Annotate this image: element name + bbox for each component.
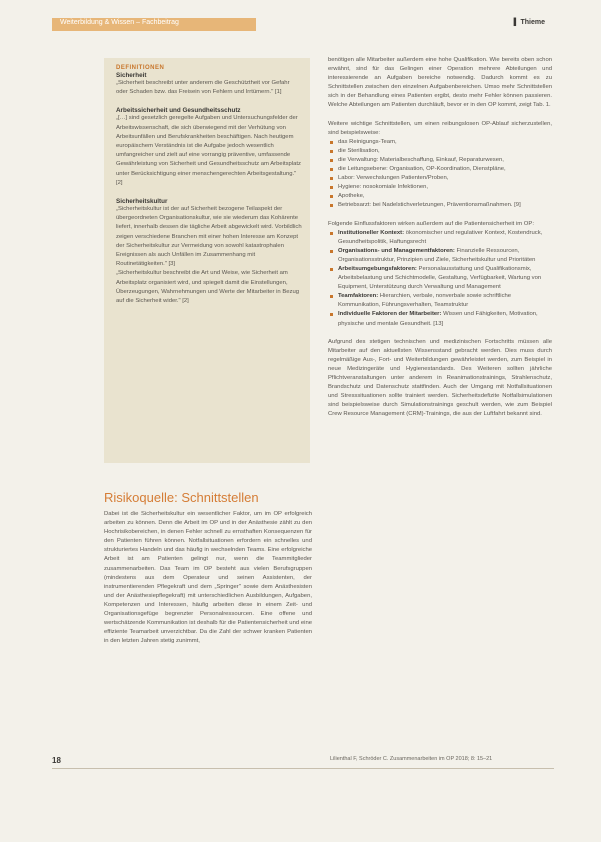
factor-text: Hierarchien, verbale, nonverbale sowie schriftliche Kommunikation, Führungsverhalten, Teamstruktur [338,293,512,309]
list-item: das Reinigungs-Team, [328,138,552,147]
factor-text: Wissen und Fähigkeiten, Motivation, physische und mentale Gesundheit. [13] [338,311,538,327]
list-item: Betriebsarzt: bei Nadelstichverletzungen, Präventionsmaßnahmen. [9] [328,201,552,210]
list-item: Labor: Verwechslungen Patienten/Proben, [328,174,552,183]
paragraph: Folgende Einflussfaktoren wirken außerdem auf die Patientensicherheit im OP: [328,220,534,227]
paragraph: Aufgrund des stetigen technischen und medizinischen Fortschritts müssen alle Mitarbeiter auf den aktuellsten Wissensstand gebracht werden. Dies muss durch regelmäßige Aus-, Fort- und Weiterbildungen gewährleistet werden, zum Beispiel in neue Medizingeräte und Hygienestandards. Des Weiteren sollten jährliche Pflichtveranstaltungen unter anderem in Reanimationstrainings, Strahlenschutz, Brandschutz und Datenschutz stattfinden. Auch der Umgang mit Notfallsituationen und Stresssituationen sollte trainiert werden. Sicherheitsdefizite Notfallsimulationen sind beispielsweise durch Simulationstrainings geschult werden, wie zum Beispiel Crew Resource Management (CRM)-Trainings, die aus der Luftfahrt bekannt sind. [328,338,552,418]
factor-label: Teamfaktoren: [338,293,379,300]
list-item [328,247,552,265]
definition-heading: Sicherheit [116,72,147,79]
interfaces-list [328,138,552,211]
list-item: die Sterilisation, [328,147,552,156]
page-number: 18 [52,756,61,765]
definition-text: „Sicherheitskultur beschreibt die Art und Weise, wie Sicherheit am Arbeitsplatz organisiert wird, und spiegelt damit die Einstellungen, Überzeugungen, Wahrnehmungen und Werte der Mitarbeiter in Bezug auf die Sicherheit wider." [2] [116,270,300,305]
paragraph: benötigen alle Mitarbeiter außerdem eine hohe Qualifikation. Wie bereits oben schon erwähnt, sind für das Gelingen einer Operation mehrere Abteilungen und interessierende an Aufgaben bereiche notwendig. Dadurch kommt es zu Schnittstellen zwischen den einzelnen Aufgabenbereichen. Umso mehr Schnittstellen sich in der Behandlung eines Patienten ergibt, desto mehr Fehler können passieren. Welche Abteilungen am Patienten durchläuft, bevor er in den OP kommt, zeigt Tab. 1. [328,57,552,109]
list-item: die Leitungsebene: Organisation, OP-Koordination, Dienstpläne, [328,165,552,174]
publisher-mark-icon: ▌ [513,19,519,26]
definition-text: „Sicherheitskultur ist der auf Sicherheit bezogene Teilaspekt der übergeordneten Organisationskultur, wie sie wiederum das Kohärente liefert, innerhalb dessen die tägliche Arbeit abgewickelt wird. Vorbildlich zeigen verschiedene Branchen mit einer hohen Interesse am Konzept der Sicherheitskultur zur Vermeidung von sowohl katastrophalen Ereignissen als auch Unfällen im Zusammenhang mit Routinetätigkeiten." [3] [116,206,302,268]
publisher-logo [514,19,545,26]
definition-text: „[…] sind gesetzlich geregelte Aufgaben und Untersuchungsfelder der Arbeitswissenschaft, die sich überwiegend mit der Verhütung von Arbeitsunfällen und Berufskrankheiten beschäftigen. Nach heutigem europäischem Verständnis ist die Aufgabe jedoch wesentlich umfangreicher und zielt auf eine vorrangig präventive, umfassende Gewährleistung von Sicherheit und Gesundheitsschutz am Arbeitsplatz unter Berücksichtigung einer menschengerechten Arbeitsgestaltung." [2] [116,115,302,186]
factor-label: Arbeitsumgebungsfaktoren: [338,265,417,272]
body-text-right [328,56,552,419]
footer-citation: Lilienthal F, Schröder C. Zusammenarbeiten im OP 2018; 8: 15–21 [330,756,493,762]
list-item: Hygiene: nosokomiale Infektionen, [328,183,552,192]
header-bar [52,18,256,31]
definition-heading: Arbeitssicherheit und Gesundheitsschutz [116,107,241,115]
publisher-label: Thieme [520,19,545,26]
section-title: Risikoquelle: Schnittstellen [104,490,259,505]
factors-list [328,229,552,329]
factor-label: Institutioneller Kontext: [338,229,405,236]
header-left-label: Weiterbildung & Wissen – Fachbeitrag [60,19,179,26]
list-item: die Verwaltung: Materialbeschaffung, Einkauf, Reparaturwesen, [328,156,552,165]
factor-label: Individuelle Faktoren der Mitarbeiter: [338,311,442,318]
definition-text: „Sicherheit beschreibt unter anderem die Geschütztheit vor Gefahr oder Schaden bzw. das Freisein von Fehlern und Irrtümern." [1] [116,80,290,96]
body-text-left: Dabei ist die Sicherheitskultur ein wesentlicher Faktor, um im OP erfolgreich arbeiten zu können. Denn die Arbeit im OP und in der Anästhesie zählt zu den Hochrisikobereichen, in denen Fehler schnell zu ernsthaften Konsequenzen für den Patienten führen können. Notfallsituationen erfordern ein schnelles und strukturiertes Handeln und das häufig in wechselnden Teams. Eine erfolgreiche Arbeit ist am Patienten gelingt nur, wenn die Teammitglieder zusammenarbeiten. Das Team im OP besteht aus vielen Berufsgruppen (mindestens aus dem Operateur und seinen Assistenten, der instrumentierenden Pflegekraft und dem „Springer" sowie dem Anästhesisten und der Anästhesiepflegekraft) mit unterschiedlichen Ausbildungen, Aufgaben, Kompetenzen und Interessen, häufig arbeiten diese in einem Zeit- und Organisationsgefüge begrenzter Personalressourcen. Eine offene und wertschätzende Kommunikation ist deshalb für die Patientensicherheit und eine effiziente Teamarbeit unverzichtbar. Da die Zahl der schwer kranken Patienten in den letzten Jahren stetig zunimmt, [104,511,312,645]
definition-heading: Sicherheitskultur [116,198,168,206]
definitions-tag: DEFINITIONEN [116,65,165,71]
paragraph: Weitere wichtige Schnittstellen, um einen reibungslosen OP-Ablauf sicherzustellen, sind beispielsweise: [328,120,552,136]
footer-divider [52,768,554,769]
factor-text: Finanzielle Ressourcen, Organisationsstruktur, Prinzipien und Ziele, Sicherheitskultur und Prioritäten [338,247,536,263]
factor-text: ökonomischer und regulativer Kontext, Kostendruck, Gesundheitspolitik, Haftungsrecht [338,229,543,245]
list-item: Apotheke, [328,192,552,201]
definitions-box [104,58,310,463]
list-item [328,229,552,247]
list-item [328,310,552,328]
list-item [328,265,552,292]
factor-label: Organisations- und Managementfaktoren: [338,247,455,254]
list-item [328,292,552,310]
factor-text: Personalausstattung und Qualifikationsmix, Arbeitsbelastung und Schichtmodelle, Gestaltung, Verfügbarkeit, Wartung von Equipment, Unterstützung durch Verwaltung und Management [338,265,542,291]
